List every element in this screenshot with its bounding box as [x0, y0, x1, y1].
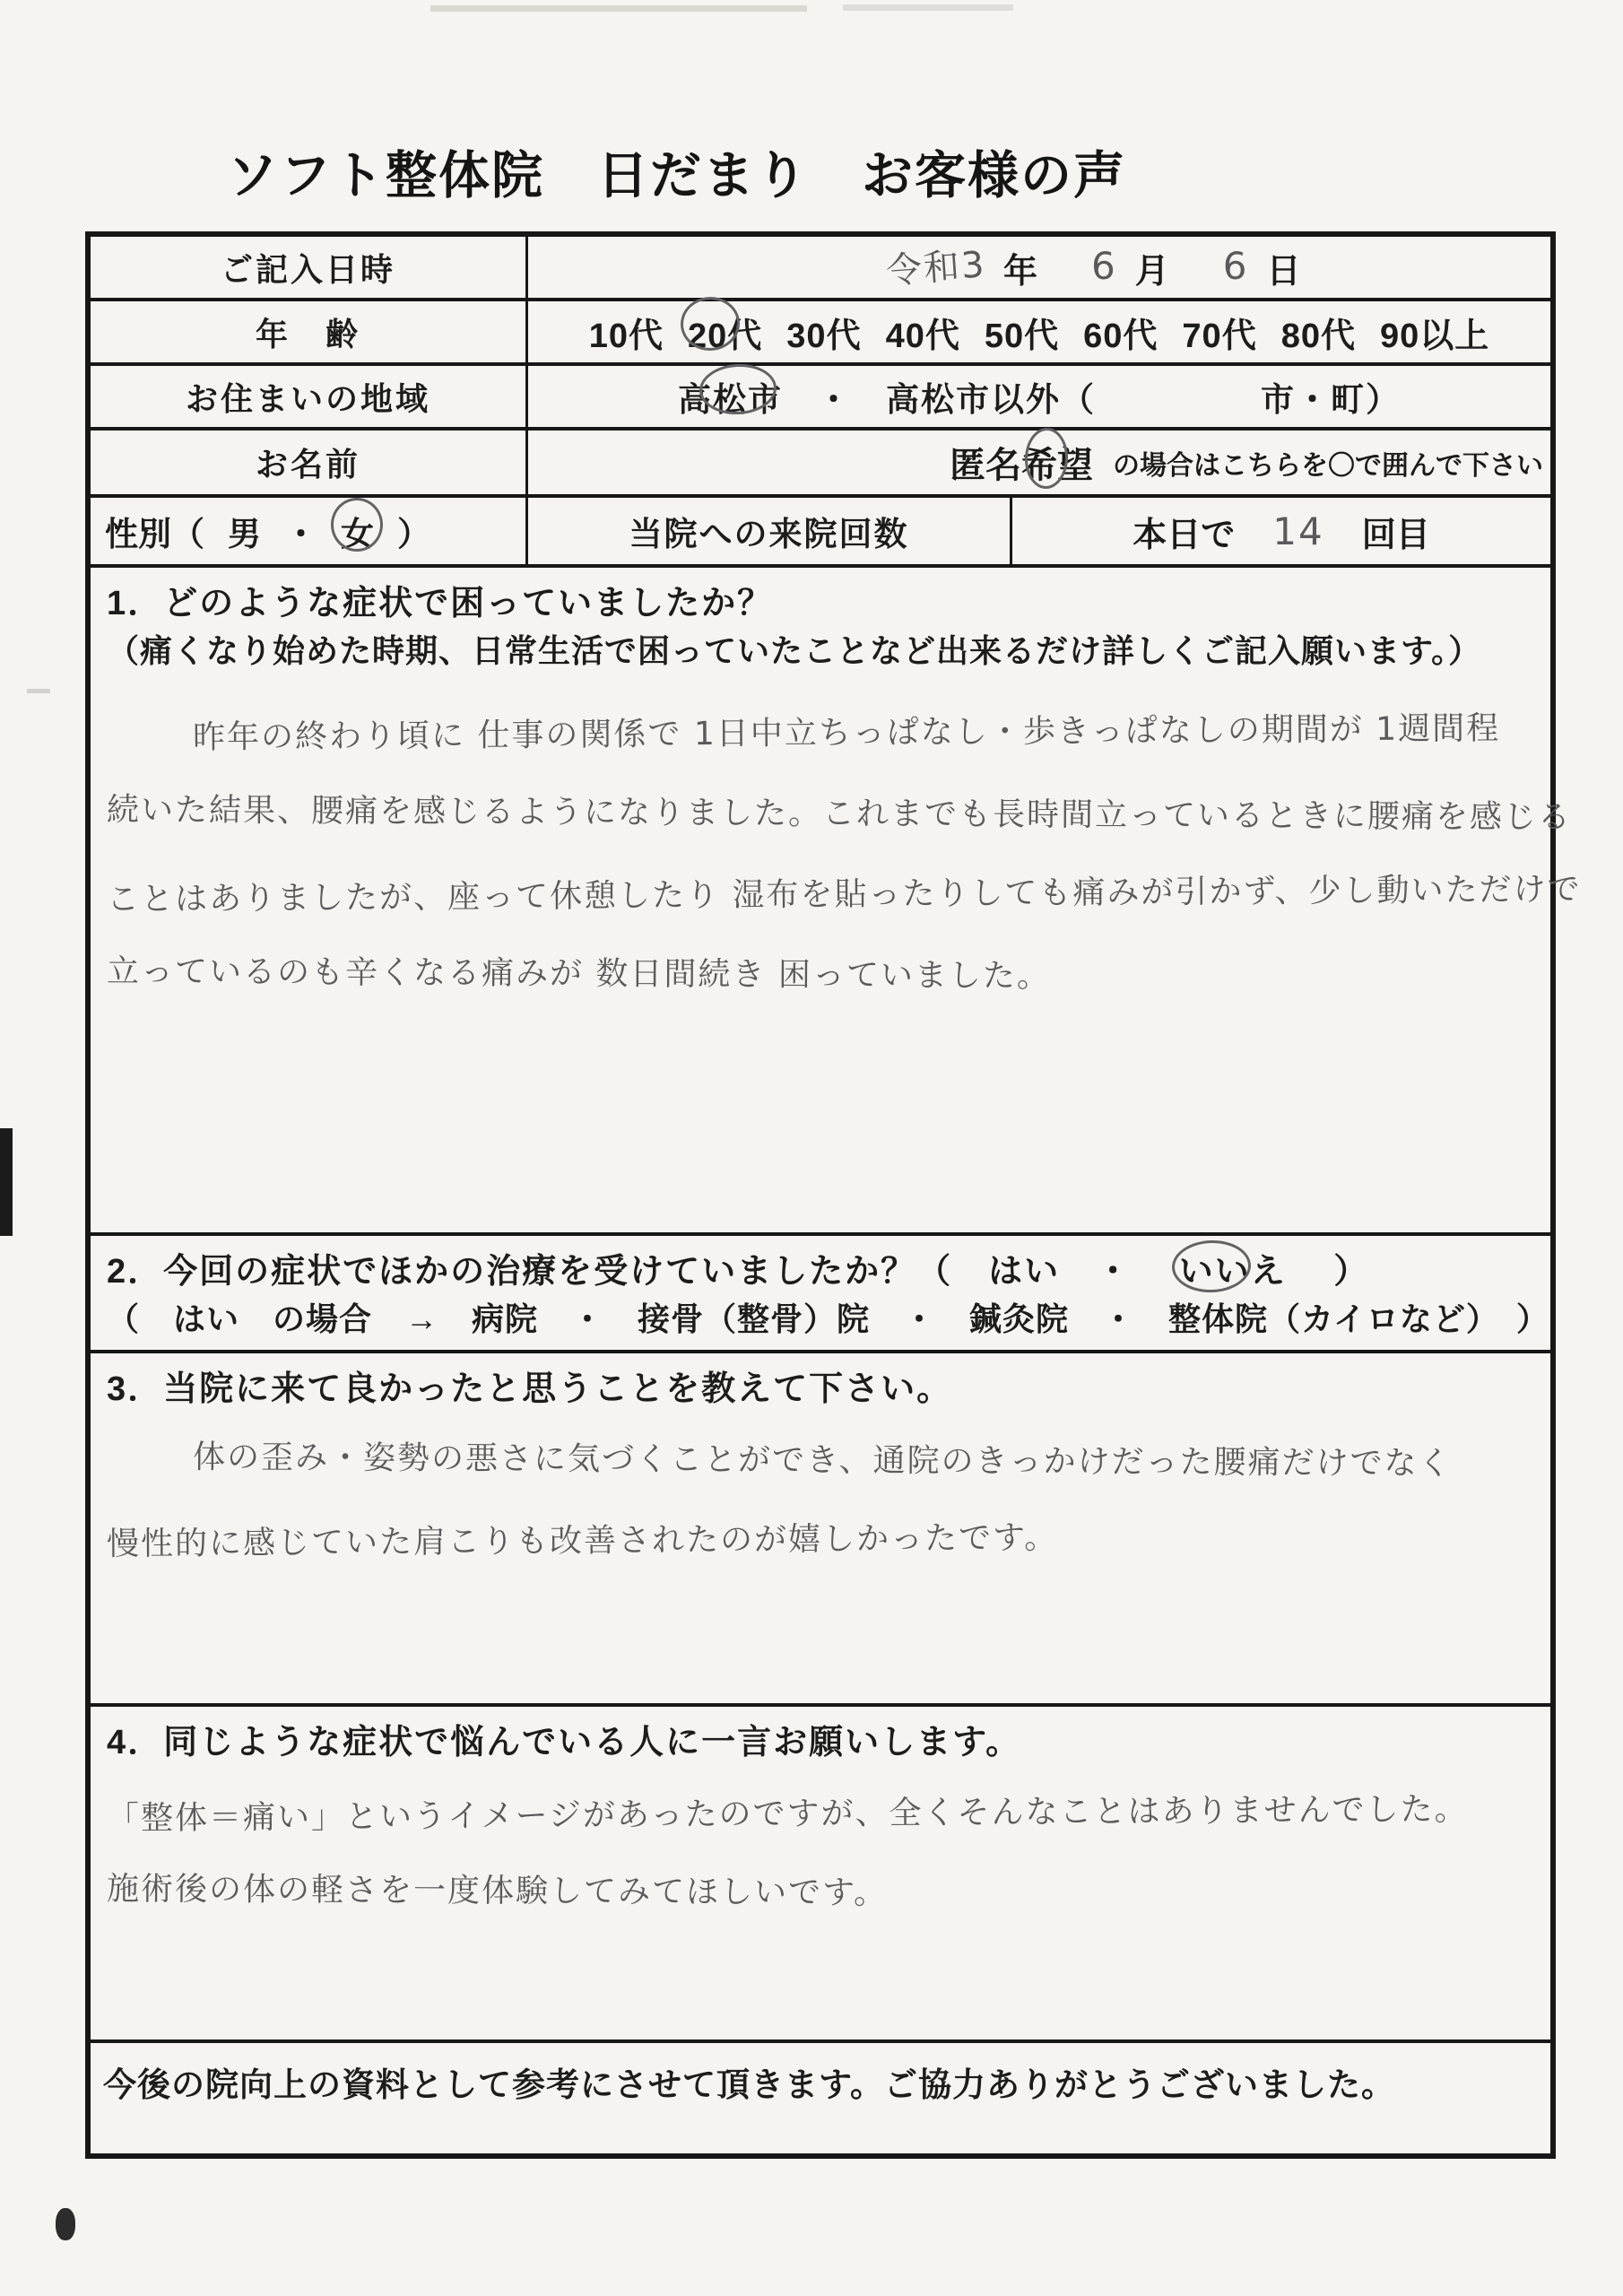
handwritten-answer-line: 昨年の終わり頃に 仕事の関係で 1日中立ちっぱなし・歩きっぱなしの期間が 1週間程	[192, 709, 1501, 757]
question-2-heading-close: ）	[1298, 1253, 1370, 1291]
visits-value	[1012, 498, 1550, 564]
question-2	[91, 1236, 1550, 1353]
area-option-city-selected	[678, 372, 783, 421]
date-value	[528, 237, 1550, 298]
gender-option-female-selected	[341, 507, 374, 555]
age-option-20s: 20代	[688, 317, 763, 355]
question-3-heading: 3．当院に来て良かったと思うことを教えて下さい。	[107, 1370, 953, 1408]
age-option-70s: 70代	[1182, 317, 1257, 355]
gender-label-close: ）	[397, 516, 430, 552]
age-option-30s: 30代	[786, 317, 862, 355]
scan-artifact-margin-dash	[27, 689, 50, 693]
question-1-answer	[107, 693, 1582, 1016]
anonymous-option-selected	[950, 437, 1093, 488]
anonymous-label: 匿名希望	[950, 446, 1093, 485]
question-3-cell	[91, 1353, 1550, 1703]
row-gender-visits	[91, 498, 1550, 568]
row-name	[91, 430, 1550, 498]
scan-artifact-top-smudge	[430, 5, 807, 12]
name-value	[528, 430, 1550, 494]
row-date	[91, 237, 1550, 301]
handwritten-era-year: 令和3	[884, 243, 987, 292]
gender-option-male: 男	[228, 516, 261, 552]
question-3-answer	[107, 1422, 1534, 1579]
month-unit: 月	[1134, 252, 1169, 291]
age-label: 年 齢	[91, 301, 528, 362]
question-1	[91, 568, 1582, 1236]
age-option-50s: 50代	[984, 317, 1060, 355]
visits-prefix: 本日で	[1133, 516, 1236, 554]
gender-label: 性別（	[105, 516, 204, 552]
page-title: ソフト整体院 日だまり お客様の声	[227, 147, 1126, 204]
area-option-other-suffix: 市・町）	[1261, 381, 1401, 418]
gender-option-female: 女	[341, 516, 374, 552]
age-option-20s-selected	[688, 308, 762, 357]
q2-option-no: いいえ	[1178, 1253, 1287, 1291]
date-label: ご記入日時	[91, 237, 528, 298]
scan-artifact-top-smudge	[843, 4, 1013, 11]
footer-note: 今後の院向上の資料として参考にさせて頂きます。ご協力ありがとうございました。	[103, 2066, 1396, 2103]
gender-separator: ・	[284, 516, 317, 552]
handwritten-visit-count: 14	[1272, 509, 1324, 553]
handwritten-answer-line: 体の歪み・姿勢の悪さに気づくことができ、通院のきっかけだった腰痛だけでなく	[192, 1439, 1453, 1483]
scan-artifact-bottom-blob	[56, 2208, 75, 2240]
question-1-cell	[91, 568, 1598, 1232]
handwritten-answer-line: 立っているのも辛くなる痛みが 数日間続き 困っていました。	[106, 952, 1051, 996]
area-option-city: 高松市	[678, 381, 783, 418]
question-4-answer	[107, 1775, 1534, 1933]
handwritten-answer-line: 続いた結果、腰痛を感じるようになりました。これまでも長時間立っているときに腰痛を感じる	[106, 791, 1573, 837]
day-unit: 日	[1266, 252, 1301, 291]
question-1-heading: 1．どのような症状で困っていましたか？	[107, 585, 774, 622]
handwritten-answer-line: 「整体＝痛い」というイメージがあったのですが、全くそんなことはありませんでした。	[106, 1790, 1469, 1838]
scan-artifact-left-edge	[0, 1128, 13, 1236]
area-label: お住まいの地域	[91, 366, 528, 427]
question-2-heading	[107, 1248, 1534, 1295]
question-1-subheading: （痛くなり始めた時期、日常生活で困っていたことなど出来るだけ詳しくご記入願います。）	[107, 632, 1482, 669]
handwritten-answer-line: 慢性的に感じていた肩こりも改善されたのが嬉しかったです。	[106, 1519, 1059, 1563]
question-4-heading: 4．同じような症状で悩んでいる人に一言お願いします。	[107, 1724, 1022, 1761]
gender-field	[91, 498, 528, 564]
visits-label: 当院への来院回数	[528, 498, 1012, 564]
question-2-cell	[91, 1236, 1550, 1350]
age-option-80s: 80代	[1280, 317, 1356, 355]
handwritten-answer-line: ことはありましたが、座って休憩したり 湿布を貼ったりしても痛みが引かず、少し動いただけで	[106, 871, 1582, 918]
question-2-options-line: （ はい の場合 → 病院 ・ 接骨（整骨）院 ・ 鍼灸院 ・ 整体院（カイロなど） ）	[107, 1300, 1549, 1337]
age-options	[528, 301, 1550, 362]
handwritten-month: 6	[1090, 243, 1117, 288]
name-label: お名前	[91, 430, 528, 494]
feedback-form-table	[85, 231, 1582, 2159]
area-option-other: 高松市以外（	[886, 381, 1096, 418]
age-option-60s: 60代	[1083, 317, 1159, 355]
anonymous-note: の場合はこちらを〇で囲んで下さい	[1113, 450, 1543, 481]
question-4	[91, 1707, 1550, 2043]
area-options	[528, 366, 1550, 427]
age-option-10s: 10代	[588, 317, 664, 355]
question-4-cell	[91, 1707, 1550, 2039]
visits-unit: 回目	[1361, 516, 1430, 554]
row-area	[91, 366, 1550, 430]
question-2-heading-text: 2．今回の症状でほかの治療を受けていましたか？（ はい ・	[107, 1253, 1168, 1291]
age-option-90plus: 90以上	[1379, 317, 1490, 355]
area-separator: ・	[817, 381, 852, 418]
year-unit: 年	[1002, 252, 1037, 291]
handwritten-day: 6	[1222, 243, 1249, 288]
handwritten-answer-line: 施術後の体の軽さを一度体験してみてほしいです。	[106, 1870, 889, 1912]
row-age	[91, 301, 1550, 366]
q2-option-no-selected	[1179, 1248, 1287, 1295]
question-3	[91, 1353, 1550, 1707]
age-option-40s: 40代	[885, 317, 960, 355]
